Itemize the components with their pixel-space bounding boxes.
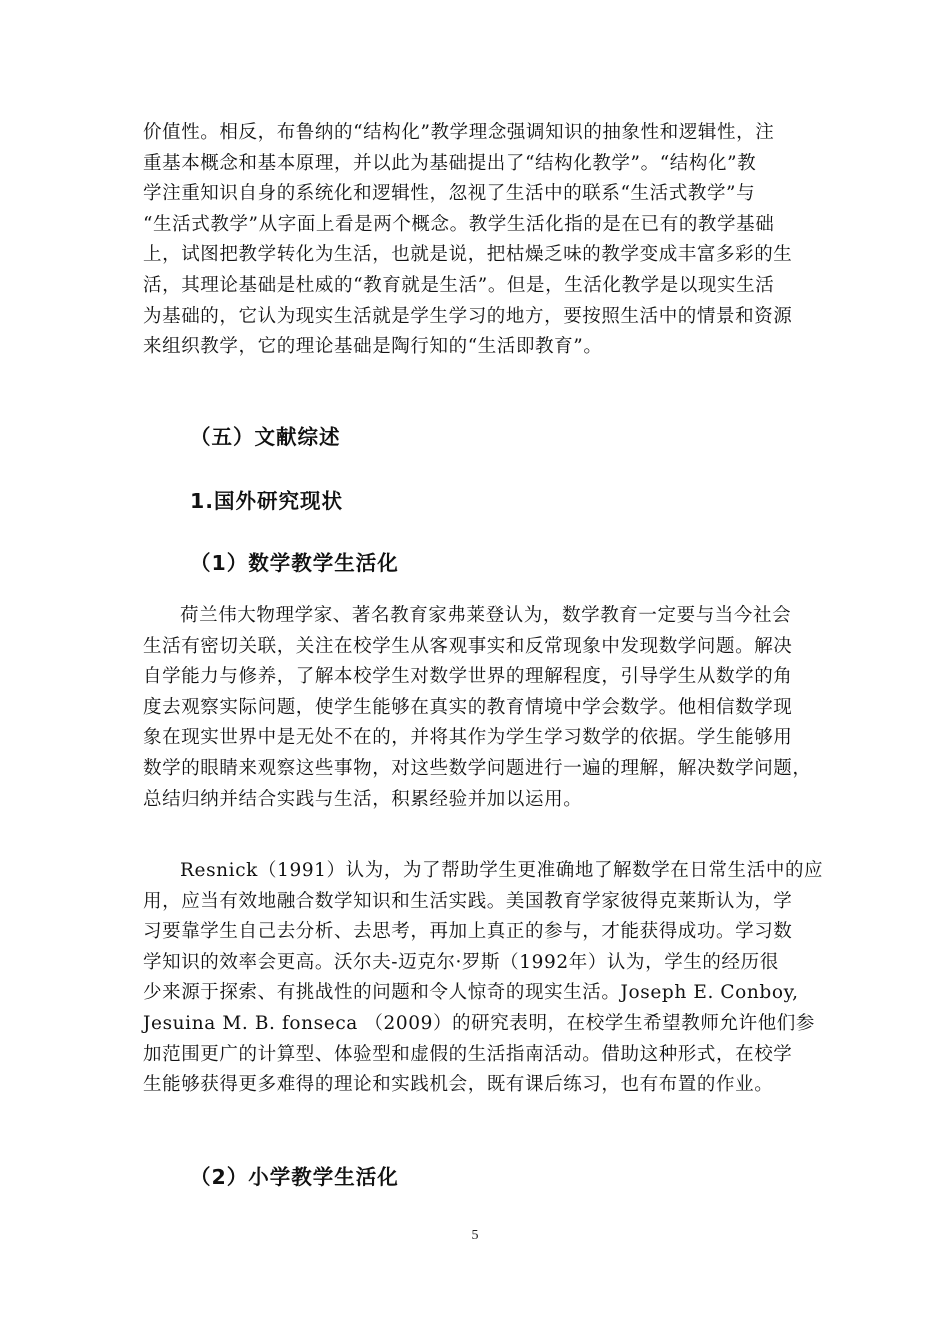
text-line: 活，其理论基础是杜威的“教育就是生活”。但是，生活化教学是以现实生活 [143,274,775,296]
top-paragraph [143,118,820,363]
text-line: 重基本概念和基本原理，并以此为基础提出了“结构化教学”。“结构化”教 [143,152,757,174]
text-line: 总结归纳并结合实践与生活，积累经验并加以运用。 [143,788,583,810]
section-heading: （五）文献综述 [190,425,341,449]
text-line: 自学能力与修养，了解本校学生对数学世界的理解程度，引导学生从数学的角 [143,666,793,688]
text-line: 少来源于探索、有挑战性的问题和令人惊奇的现实生活。Joseph E. Conboy, [143,982,799,1004]
text-line: “生活式教学”从字面上看是两个概念。教学生活化指的是在已有的教学基础 [143,213,775,235]
text-line: 加范围更广的计算型、体验型和虚假的生活指南活动。借助这种形式，在校学 [143,1043,793,1065]
text-line: Jesuina M. B. fonseca （2009）的研究表明，在校学生希望教师允许他们参 [143,1012,815,1034]
text-line: Resnick（1991）认为，为了帮助学生更准确地了解数学在日常生活中的应 [180,860,824,881]
subsection-heading: 1.国外研究现状 [190,489,344,513]
text-line: 数学的眼睛来观察这些事物，对这些数学问题进行一遍的理解，解决数学问题， [143,757,812,779]
text-line: 生活有密切关联，关注在校学生从客观事实和反常现象中发现数学问题。解决 [143,635,793,657]
page-number: 5 [471,1228,479,1243]
item-heading-1: （1）数学教学生活化 [190,551,399,575]
text-line: 来组织教学，它的理论基础是陶行知的“生活即教育”。 [143,336,603,358]
text-line: 生能够获得更多难得的理论和实践机会，既有课后练习，也有布置的作业。 [143,1074,774,1096]
text-line: 习要靠学生自己去分析、去思考，再加上真正的参与，才能获得成功。学习数 [143,921,793,943]
paragraph-2 [143,601,820,815]
text-line: 上，试图把教学转化为生活，也就是说，把枯燥乏味的教学变成丰富多彩的生 [143,244,793,266]
paragraph-3 [143,856,824,1101]
text-line: 度去观察实际问题，使学生能够在真实的教育情境中学会数学。他相信数学现 [143,696,793,718]
text-line: 象在现实世界中是无处不在的，并将其作为学生学习数学的依据。学生能够用 [143,727,793,749]
text-line: 学注重知识自身的系统化和逻辑性，忽视了生活中的联系“生活式教学”与 [143,183,756,205]
text-line: 学知识的效率会更高。沃尔夫-迈克尔·罗斯（1992年）认为，学生的经历很 [143,951,779,973]
text-line: 价值性。相反，布鲁纳的“结构化”教学理念强调知识的抽象性和逻辑性，注 [143,122,775,143]
text-line: 为基础的，它认为现实生活就是学生学习的地方，要按照生活中的情景和资源 [143,305,793,327]
text-line: 用，应当有效地融合数学知识和生活实践。美国教育学家彼得克莱斯认为，学 [143,890,793,912]
item-heading-2: （2）小学教学生活化 [190,1165,399,1189]
text-line: 荷兰伟大物理学家、著名教育家弗莱登认为，数学教育一定要与当今社会 [180,605,792,626]
